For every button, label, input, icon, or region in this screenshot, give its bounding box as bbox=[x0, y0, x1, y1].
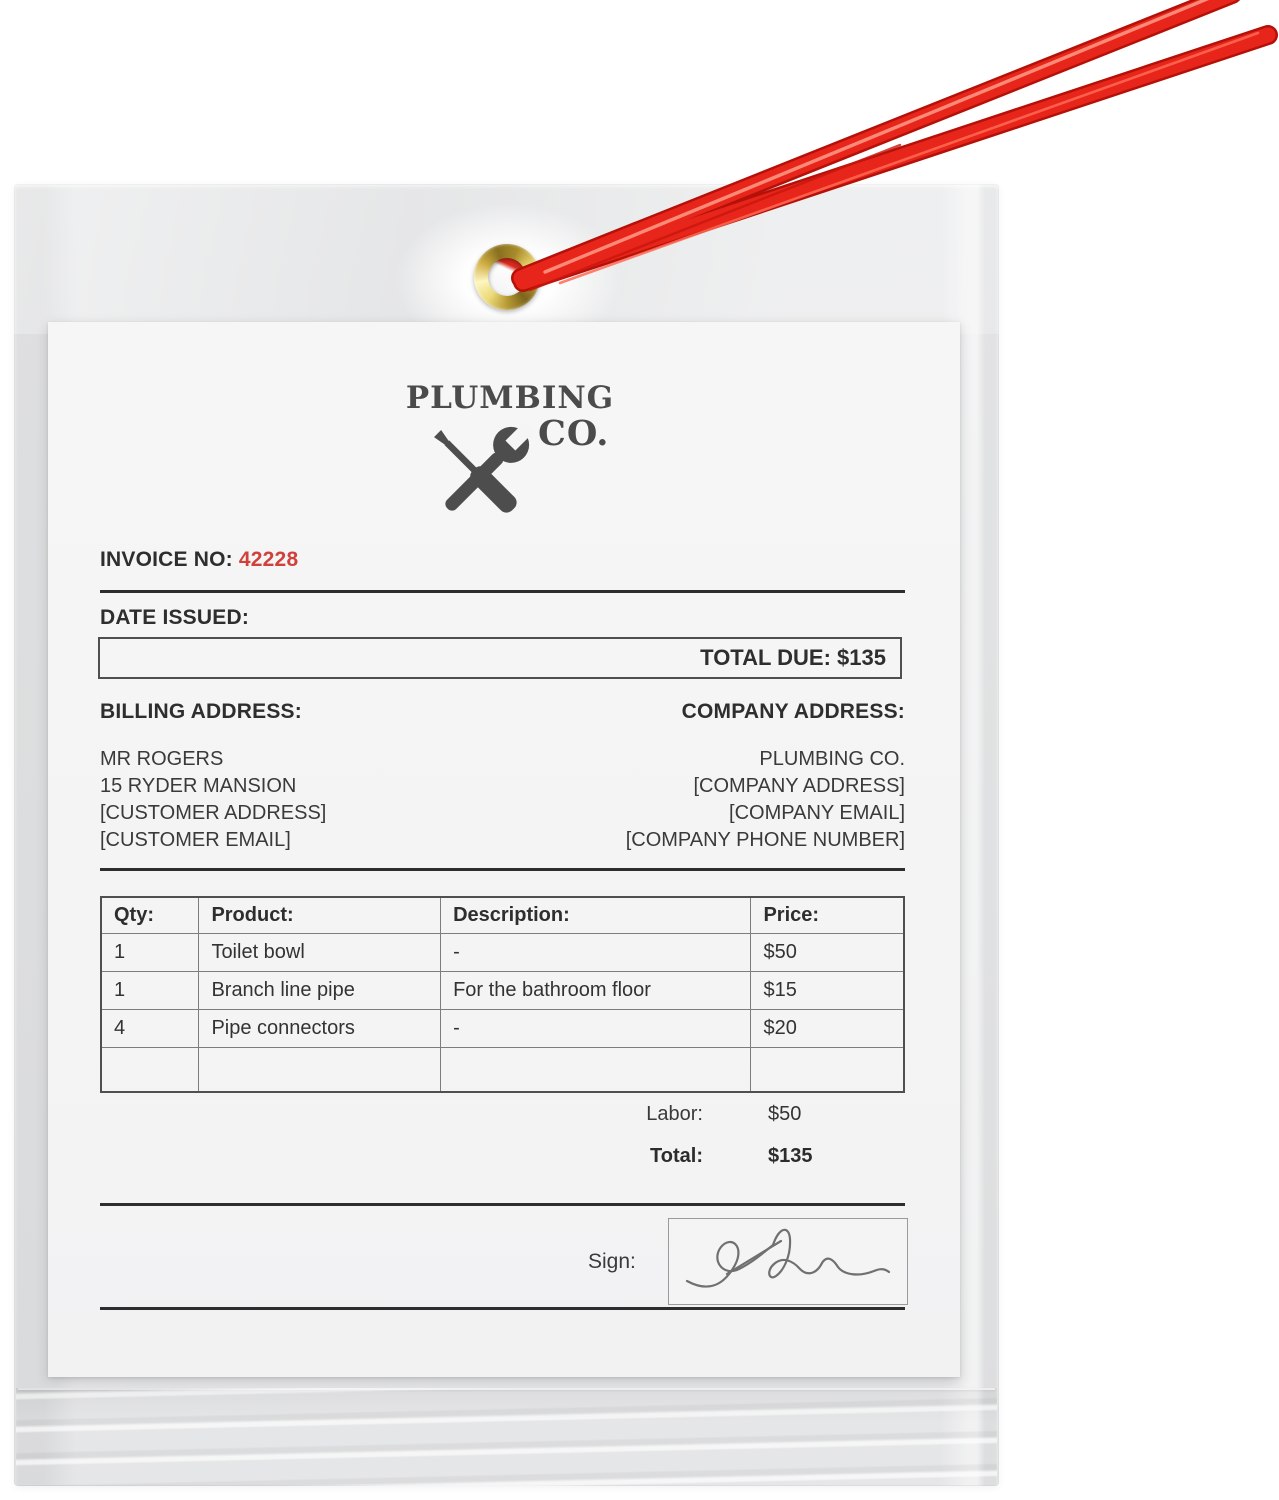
cell-price: $50 bbox=[751, 934, 904, 972]
cell-product: Pipe connectors bbox=[199, 1010, 441, 1048]
labor-label: Labor: bbox=[646, 1103, 703, 1125]
cell-product: Toilet bowl bbox=[199, 934, 441, 972]
total-label: Total: bbox=[650, 1145, 703, 1167]
billing-line: [CUSTOMER ADDRESS] bbox=[100, 802, 327, 824]
logo-wordmark-top: PLUMBING bbox=[405, 380, 615, 416]
billing-line: MR ROGERS bbox=[100, 748, 224, 770]
table-header-row bbox=[101, 897, 904, 934]
invoice-number-value: 42228 bbox=[238, 548, 299, 571]
company-address-label: COMPANY ADDRESS: bbox=[681, 700, 905, 723]
grommet-eyelet bbox=[474, 244, 540, 310]
col-header-description: Description: bbox=[441, 897, 751, 934]
date-issued-label: DATE ISSUED: bbox=[100, 606, 250, 629]
wrench-icon bbox=[435, 414, 542, 521]
divider-line bbox=[100, 1203, 905, 1206]
cell-price: $20 bbox=[751, 1010, 904, 1048]
total-value: $135 bbox=[768, 1145, 813, 1167]
cell-description: - bbox=[441, 1010, 751, 1048]
plastic-sleeve bbox=[14, 184, 999, 1486]
table-row bbox=[101, 934, 904, 972]
table-row bbox=[101, 1010, 904, 1048]
cell-qty bbox=[101, 1048, 199, 1093]
col-header-product: Product: bbox=[199, 897, 441, 934]
divider-line bbox=[100, 1307, 905, 1310]
logo-wordmark-bottom: CO. bbox=[538, 413, 610, 454]
invoice-document bbox=[48, 322, 960, 1377]
billing-address-label: BILLING ADDRESS: bbox=[100, 700, 302, 723]
cell-qty: 4 bbox=[101, 1010, 199, 1048]
divider-line bbox=[100, 590, 905, 593]
billing-line: 15 RYDER MANSION bbox=[100, 775, 297, 797]
cell-qty: 1 bbox=[101, 972, 199, 1010]
company-address-block bbox=[626, 746, 905, 854]
cell-description: - bbox=[441, 934, 751, 972]
invoice-number-label: INVOICE NO: bbox=[100, 548, 239, 571]
sign-label: Sign: bbox=[588, 1250, 636, 1273]
divider-line bbox=[100, 868, 905, 871]
company-line: [COMPANY EMAIL] bbox=[729, 802, 905, 824]
company-line: [COMPANY PHONE NUMBER] bbox=[625, 829, 905, 851]
plastic-wrinkles bbox=[16, 1388, 997, 1486]
labor-value: $50 bbox=[768, 1103, 802, 1125]
crossed-tools-icon bbox=[414, 414, 546, 538]
col-header-price: Price: bbox=[751, 897, 904, 934]
line-items-table bbox=[100, 896, 905, 1093]
cell-description bbox=[441, 1048, 751, 1093]
total-due-text: TOTAL DUE: $135 bbox=[700, 645, 886, 670]
invoice-number-line bbox=[100, 548, 298, 572]
signature-scribble bbox=[669, 1219, 907, 1304]
company-line: PLUMBING CO. bbox=[759, 748, 905, 770]
cell-product bbox=[199, 1048, 441, 1093]
cell-qty: 1 bbox=[101, 934, 199, 972]
table-row-empty bbox=[101, 1048, 904, 1093]
billing-line: [CUSTOMER EMAIL] bbox=[100, 829, 291, 851]
company-line: [COMPANY ADDRESS] bbox=[693, 775, 905, 797]
billing-address-block bbox=[100, 746, 326, 854]
cell-price bbox=[751, 1048, 904, 1093]
total-due-box bbox=[98, 637, 902, 679]
cell-description: For the bathroom floor bbox=[441, 972, 751, 1010]
signature-box bbox=[668, 1218, 908, 1305]
table-row bbox=[101, 972, 904, 1010]
col-header-qty: Qty: bbox=[101, 897, 199, 934]
cell-product: Branch line pipe bbox=[199, 972, 441, 1010]
cell-price: $15 bbox=[751, 972, 904, 1010]
